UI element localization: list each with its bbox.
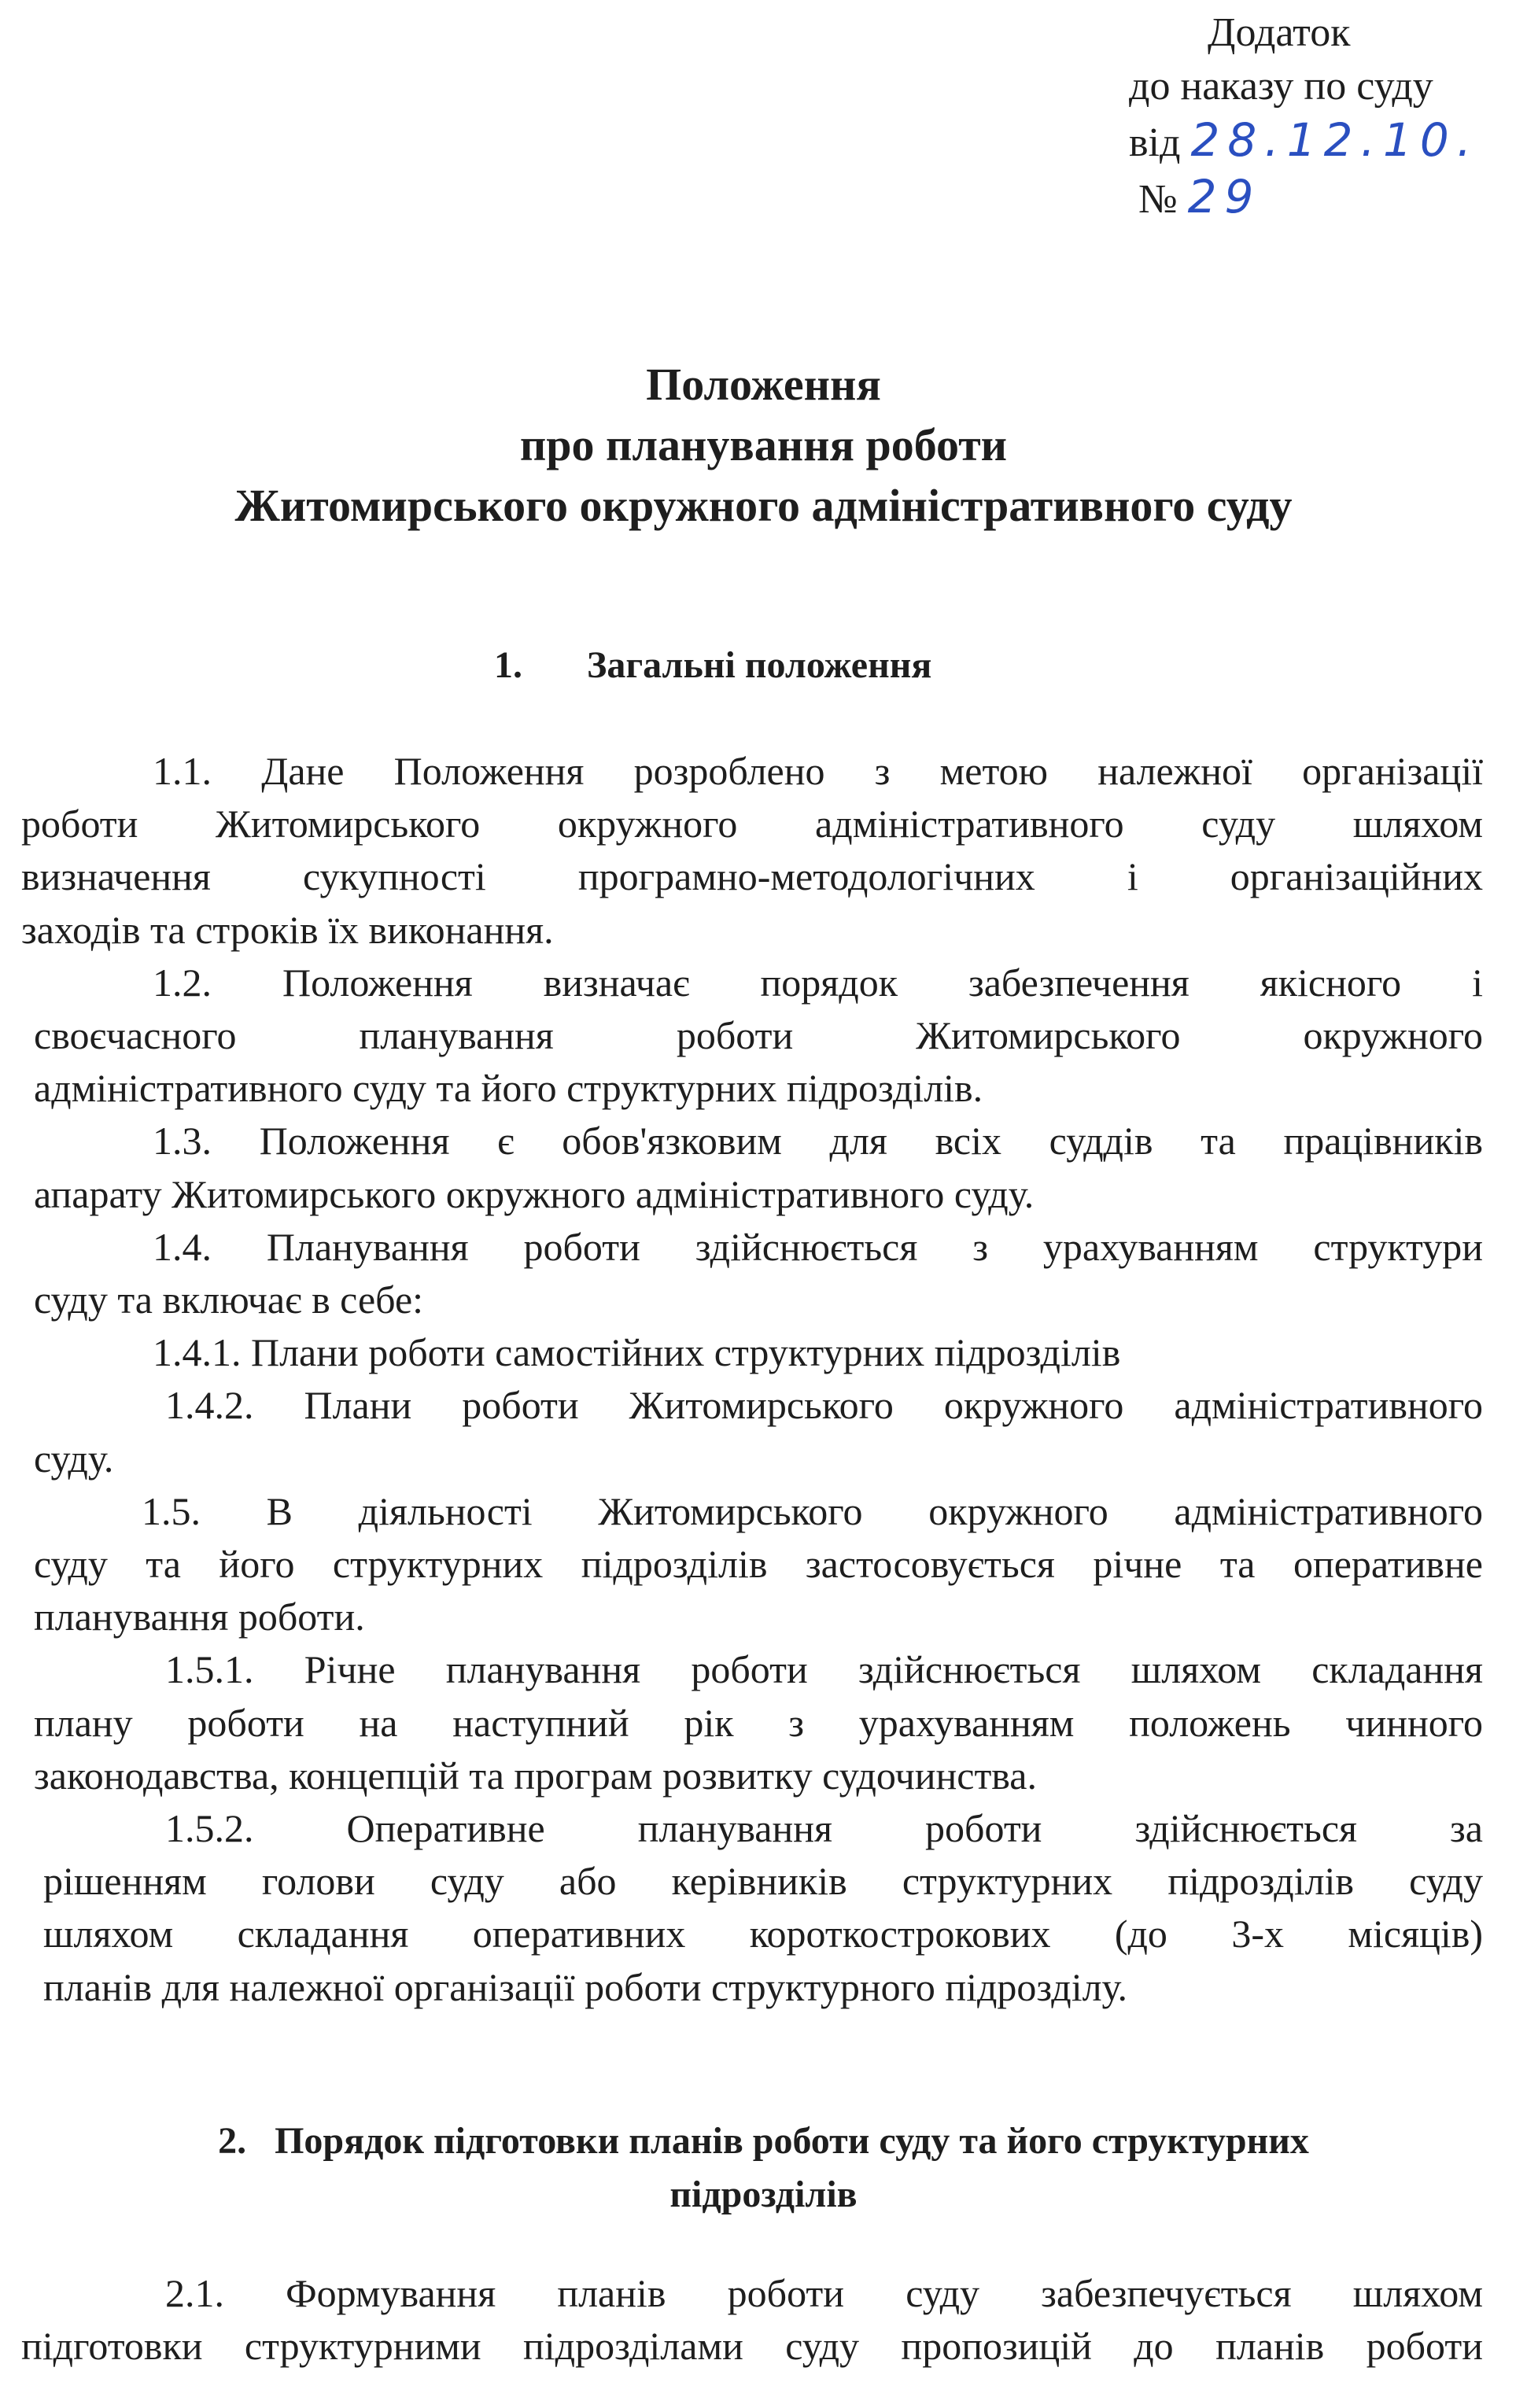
date-label: від	[1129, 120, 1181, 165]
paragraph-line: заходів та строків їх виконання.	[21, 907, 554, 952]
paragraph-line: 1.3. Положення є обов'язковим для всіх суддів та працівників	[153, 1119, 1483, 1163]
paragraph-line: плану роботи на наступний рік з урахуванням положень чинного	[34, 1700, 1483, 1745]
document-title	[0, 354, 1527, 536]
section-title: Загальні положення	[587, 644, 932, 686]
paragraph-line: 1.1. Дане Положення розроблено з метою належної організації	[153, 749, 1483, 793]
paragraph-line: 1.4.2. Плани роботи Житомирського окружного адміністративного	[165, 1383, 1483, 1428]
title-line: Житомирського окружного адміністративного суду	[234, 480, 1293, 531]
paragraph-line: своєчасного планування роботи Житомирського окружного	[34, 1013, 1483, 1057]
paragraph-line: рішенням голови суду або керівників структурних підрозділів суду	[43, 1859, 1483, 1904]
section-1-heading	[494, 643, 931, 687]
paragraph-line: 1.4.1. Плани роботи самостійних структурних підрозділів	[153, 1330, 1121, 1375]
handwritten-date: 28.12.10.	[1190, 113, 1480, 167]
section-title: підрозділів	[669, 2174, 858, 2215]
order-date	[1129, 113, 1479, 170]
paragraph-line: 1.5.1. Річне планування роботи здійснюється шляхом складання	[165, 1647, 1483, 1692]
paragraph-line: суду та включає в себе:	[34, 1278, 424, 1322]
paragraph-line: апарату Житомирського окружного адміністративного суду.	[34, 1171, 1035, 1216]
number-label: №	[1138, 177, 1178, 222]
paragraph-line: суду.	[34, 1436, 114, 1481]
paragraph-line: планів для належної організації роботи структурного підрозділу.	[43, 1964, 1128, 2009]
section-number: 1.	[494, 644, 522, 686]
paragraph-line: підготовки структурними підрозділами суду пропозицій до планів роботи	[21, 2324, 1483, 2369]
paragraph-line: визначення сукупності програмно-методологічних і організаційних	[21, 854, 1483, 899]
title-line: Положення	[646, 359, 881, 410]
handwritten-number: 29	[1187, 170, 1262, 223]
section-title: 2. Порядок підготовки планів роботи суду та його структурних	[218, 2120, 1309, 2162]
title-line: про планування роботи	[519, 419, 1008, 470]
paragraph-line: 1.5. В діяльності Житомирського окружного адміністративного	[142, 1488, 1483, 1533]
paragraph-line: шляхом складання оперативних короткострокових (до 3-х місяців)	[43, 1912, 1483, 1956]
paragraph-line: 1.2. Положення визначає порядок забезпечення якісного і	[153, 960, 1483, 1005]
order-number	[1129, 170, 1479, 227]
paragraph-line: планування роботи.	[34, 1595, 365, 1639]
paragraph-line: законодавства, концепцій та програм розвитку судочинства.	[34, 1753, 1037, 1798]
paragraph-line: роботи Житомирського окружного адміністративного суду шляхом	[21, 802, 1483, 846]
paragraph-line: 2.1. Формування планів роботи суду забезпечується шляхом	[165, 2271, 1483, 2315]
paragraph-line: адміністративного суду та його структурних підрозділів.	[34, 1066, 983, 1111]
order-reference: до наказу по суду	[1129, 64, 1433, 109]
section-2-heading	[0, 2115, 1527, 2222]
appendix-label: Додаток	[1208, 10, 1351, 55]
appendix-header	[1129, 6, 1479, 227]
paragraph-line: 1.4. Планування роботи здійснюється з урахуванням структури	[153, 1224, 1483, 1269]
paragraph-line: 1.5.2. Оперативне планування роботи здійснюється за	[165, 1806, 1483, 1850]
paragraph-line: суду та його структурних підрозділів застосовується річне та оперативне	[34, 1542, 1483, 1586]
